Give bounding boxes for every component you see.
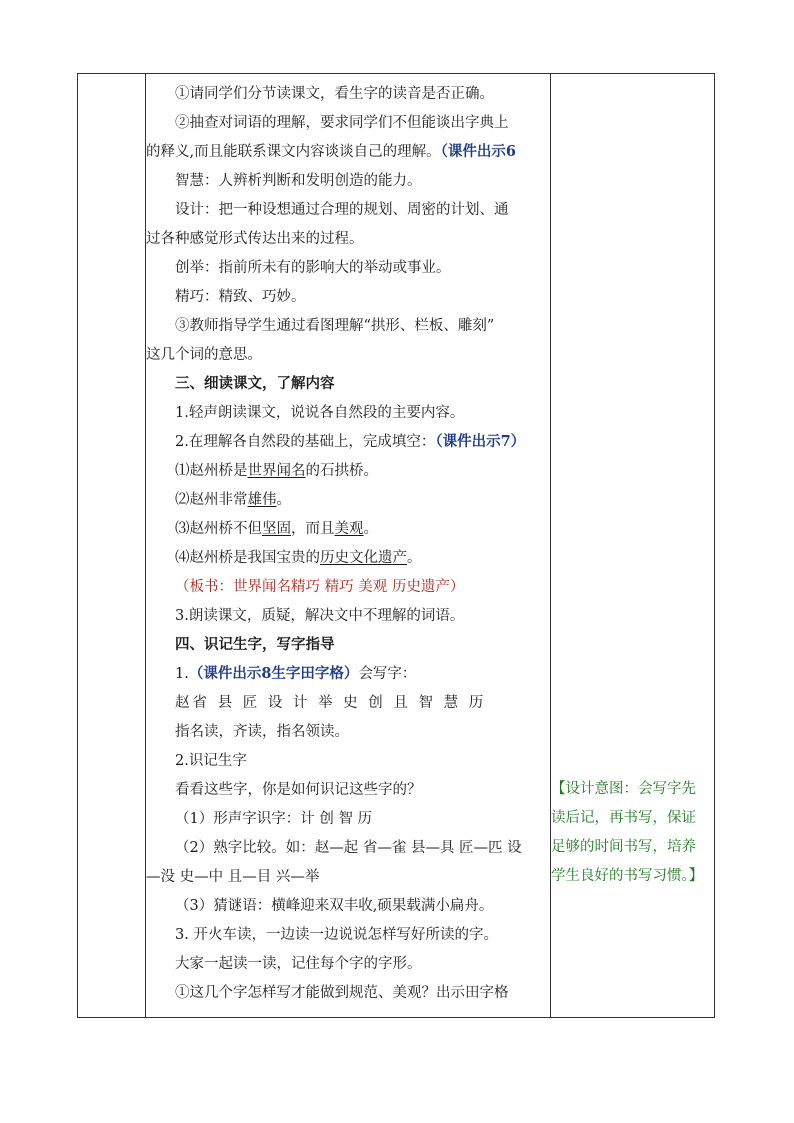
fill-blank-line: ⑷赵州桥是我国宝贵的历史文化遗产。 — [175, 550, 422, 566]
fill-blank-line: ⑵赵州非常雄伟。 — [175, 492, 291, 508]
text-line: 1.轻声朗读课文，说说各自然段的主要内容。 — [175, 405, 465, 421]
text-line: ②抽查对词语的理解，要求同学们不但能谈出字典上 — [175, 115, 509, 131]
design-intent-note — [551, 775, 716, 891]
text-line: 2.识记生字 — [175, 753, 247, 769]
text-line: （2）熟字比较。如：赵—起 省—雀 县—具 匠—匹 设 — [175, 840, 522, 856]
teaching-process-column — [146, 74, 550, 1017]
text-line: 看看这些字，你是如何识记这些字的？ — [175, 782, 422, 798]
lesson-table — [77, 73, 715, 1018]
fill-blank-line: ⑴赵州桥是世界闻名的石拱桥。 — [175, 463, 378, 479]
text-line: 创举：指前所未有的影响大的举动或事业。 — [175, 260, 451, 276]
design-note-line: 读后记，再书写，保证 — [551, 810, 696, 826]
text-line: 3.朗读课文，质疑，解决文中不理解的词语。 — [175, 608, 465, 624]
section-heading: 三、细读课文，了解内容 — [175, 375, 335, 392]
text-line: 2.在理解各自然段的基础上，完成填空：（课件出示7） — [175, 433, 526, 450]
fill-blank-line: ⑶赵州桥不但坚固，而且美观。 — [175, 521, 378, 537]
text-line: ①请同学们分节读课文，看生字的读音是否正确。 — [175, 86, 494, 102]
text-line: 这几个词的意思。 — [146, 347, 262, 363]
design-note-line: 足够的时间书写，培养 — [551, 839, 696, 855]
text-line: ③教师指导学生通过看图理解“拱形、栏板、雕刻” — [175, 318, 495, 334]
text-line: 过各种感觉形式传达出来的过程。 — [146, 231, 364, 247]
text-line: 智慧：人辨析判断和发明创造的能力。 — [175, 173, 422, 189]
text-line: （1）形声字识字：计 创 智 历 — [175, 811, 373, 827]
character-list: 赵省 县 匠 设 计 举 史 创 且 智 慧 历 — [175, 695, 487, 711]
text-line: 大家一起读一读，记住每个字的字形。 — [175, 956, 422, 972]
text-line: 的释义,而且能联系课文内容谈谈自己的理解。（课件出示6 — [146, 143, 516, 160]
text-line: —没 史—中 且—目 兴—举 — [146, 869, 320, 885]
text-line: （3）猜谜语：横峰迎来双丰收,硕果载满小扁舟。 — [175, 898, 494, 914]
blackboard-note: （板书：世界闻名精巧 精巧 美观 历史遗产） — [175, 579, 465, 595]
text-line: 1.（课件出示8生字田字格）会写字： — [175, 665, 417, 682]
design-note-line: 学生良好的书写习惯。】 — [551, 868, 704, 884]
text-line: ①这几个字怎样写才能做到规范、美观？出示田字格 — [175, 985, 509, 1001]
text-line: 精巧：精致、巧妙。 — [175, 289, 306, 305]
text-line: 指名读，齐读，指名领读。 — [175, 724, 349, 740]
section-heading: 四、识记生字，写字指导 — [175, 636, 335, 653]
text-line: 3. 开火车读，一边读一边说说怎样写好所读的字。 — [175, 927, 498, 943]
text-line: 设计：把一种设想通过合理的规划、周密的计划、通 — [175, 202, 509, 218]
design-note-line: 【设计意图：会写字先 — [551, 781, 696, 797]
